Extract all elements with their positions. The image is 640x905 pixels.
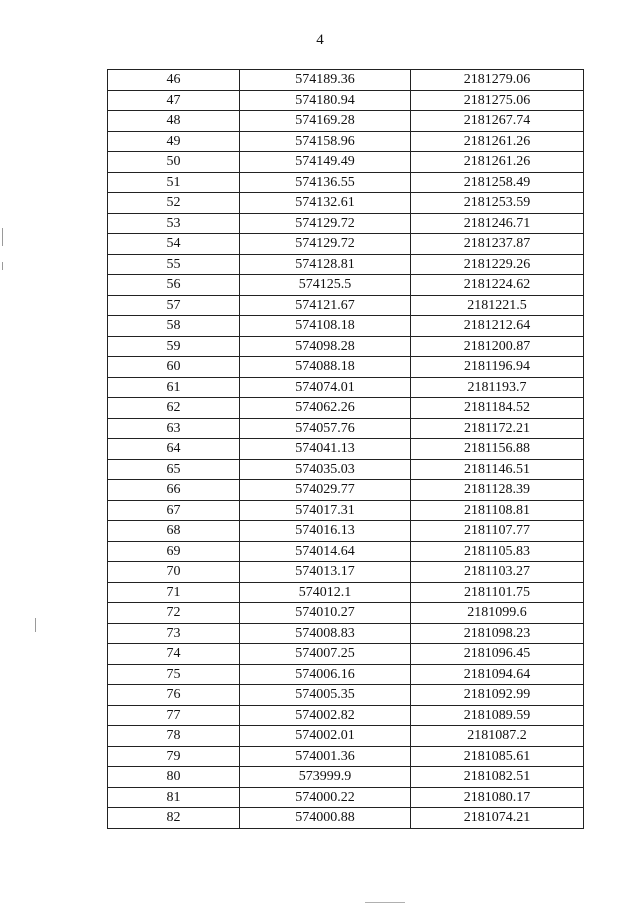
table-row — [108, 234, 584, 255]
x-coordinate-cell: 574002.01 — [240, 726, 411, 747]
y-coordinate-cell: 2181103.27 — [411, 562, 584, 583]
table-row — [108, 336, 584, 357]
y-coordinate-cell: 2181196.94 — [411, 357, 584, 378]
table-row — [108, 275, 584, 296]
point-number-cell: 69 — [108, 541, 240, 562]
table-row — [108, 439, 584, 460]
coordinates-table-body — [108, 70, 584, 829]
y-coordinate-cell: 2181082.51 — [411, 767, 584, 788]
table-row — [108, 193, 584, 214]
point-number-cell: 57 — [108, 295, 240, 316]
point-number-cell: 47 — [108, 90, 240, 111]
table-row — [108, 213, 584, 234]
table-row — [108, 357, 584, 378]
point-number-cell: 50 — [108, 152, 240, 173]
y-coordinate-cell: 2181237.87 — [411, 234, 584, 255]
table-row — [108, 295, 584, 316]
x-coordinate-cell: 574169.28 — [240, 111, 411, 132]
x-coordinate-cell: 574001.36 — [240, 746, 411, 767]
point-number-cell: 55 — [108, 254, 240, 275]
table-row — [108, 111, 584, 132]
point-number-cell: 78 — [108, 726, 240, 747]
y-coordinate-cell: 2181074.21 — [411, 808, 584, 829]
y-coordinate-cell: 2181279.06 — [411, 70, 584, 91]
x-coordinate-cell: 574005.35 — [240, 685, 411, 706]
y-coordinate-cell: 2181221.5 — [411, 295, 584, 316]
table-row — [108, 787, 584, 808]
y-coordinate-cell: 2181156.88 — [411, 439, 584, 460]
table-row — [108, 603, 584, 624]
x-coordinate-cell: 574074.01 — [240, 377, 411, 398]
table-row — [108, 480, 584, 501]
y-coordinate-cell: 2181089.59 — [411, 705, 584, 726]
y-coordinate-cell: 2181172.21 — [411, 418, 584, 439]
y-coordinate-cell: 2181096.45 — [411, 644, 584, 665]
y-coordinate-cell: 2181107.77 — [411, 521, 584, 542]
y-coordinate-cell: 2181098.23 — [411, 623, 584, 644]
table-row — [108, 254, 584, 275]
table-row — [108, 131, 584, 152]
x-coordinate-cell: 574008.83 — [240, 623, 411, 644]
scan-edge-mark — [2, 262, 3, 270]
point-number-cell: 59 — [108, 336, 240, 357]
table-row — [108, 172, 584, 193]
table-row — [108, 685, 584, 706]
point-number-cell: 71 — [108, 582, 240, 603]
x-coordinate-cell: 574158.96 — [240, 131, 411, 152]
y-coordinate-cell: 2181212.64 — [411, 316, 584, 337]
point-number-cell: 61 — [108, 377, 240, 398]
table-row — [108, 623, 584, 644]
point-number-cell: 53 — [108, 213, 240, 234]
x-coordinate-cell: 574129.72 — [240, 234, 411, 255]
page-number: 4 — [316, 32, 324, 48]
y-coordinate-cell: 2181258.49 — [411, 172, 584, 193]
scan-edge-mark — [2, 228, 3, 246]
point-number-cell: 76 — [108, 685, 240, 706]
table-row — [108, 521, 584, 542]
y-coordinate-cell: 2181261.26 — [411, 152, 584, 173]
point-number-cell: 73 — [108, 623, 240, 644]
point-number-cell: 77 — [108, 705, 240, 726]
y-coordinate-cell: 2181094.64 — [411, 664, 584, 685]
point-number-cell: 64 — [108, 439, 240, 460]
point-number-cell: 66 — [108, 480, 240, 501]
point-number-cell: 82 — [108, 808, 240, 829]
table-row — [108, 459, 584, 480]
table-row — [108, 316, 584, 337]
table-row — [108, 746, 584, 767]
table-row — [108, 562, 584, 583]
point-number-cell: 52 — [108, 193, 240, 214]
x-coordinate-cell: 574000.22 — [240, 787, 411, 808]
x-coordinate-cell: 574136.55 — [240, 172, 411, 193]
x-coordinate-cell: 574088.18 — [240, 357, 411, 378]
point-number-cell: 72 — [108, 603, 240, 624]
point-number-cell: 70 — [108, 562, 240, 583]
point-number-cell: 65 — [108, 459, 240, 480]
x-coordinate-cell: 574062.26 — [240, 398, 411, 419]
y-coordinate-cell: 2181128.39 — [411, 480, 584, 501]
y-coordinate-cell: 2181261.26 — [411, 131, 584, 152]
y-coordinate-cell: 2181105.83 — [411, 541, 584, 562]
x-coordinate-cell: 574017.31 — [240, 500, 411, 521]
x-coordinate-cell: 574029.77 — [240, 480, 411, 501]
x-coordinate-cell: 574125.5 — [240, 275, 411, 296]
point-number-cell: 51 — [108, 172, 240, 193]
table-row — [108, 726, 584, 747]
x-coordinate-cell: 574000.88 — [240, 808, 411, 829]
table-row — [108, 664, 584, 685]
point-number-cell: 62 — [108, 398, 240, 419]
x-coordinate-cell: 574007.25 — [240, 644, 411, 665]
y-coordinate-cell: 2181253.59 — [411, 193, 584, 214]
scan-bottom-mark — [365, 902, 405, 903]
x-coordinate-cell: 574035.03 — [240, 459, 411, 480]
scan-edge-mark — [35, 618, 36, 632]
x-coordinate-cell: 574108.18 — [240, 316, 411, 337]
point-number-cell: 54 — [108, 234, 240, 255]
point-number-cell: 80 — [108, 767, 240, 788]
point-number-cell: 81 — [108, 787, 240, 808]
x-coordinate-cell: 573999.9 — [240, 767, 411, 788]
table-row — [108, 418, 584, 439]
point-number-cell: 56 — [108, 275, 240, 296]
y-coordinate-cell: 2181224.62 — [411, 275, 584, 296]
y-coordinate-cell: 2181200.87 — [411, 336, 584, 357]
table-row — [108, 377, 584, 398]
y-coordinate-cell: 2181087.2 — [411, 726, 584, 747]
y-coordinate-cell: 2181193.7 — [411, 377, 584, 398]
y-coordinate-cell: 2181267.74 — [411, 111, 584, 132]
table-row — [108, 767, 584, 788]
x-coordinate-cell: 574128.81 — [240, 254, 411, 275]
table-row — [108, 398, 584, 419]
table-row — [108, 705, 584, 726]
y-coordinate-cell: 2181229.26 — [411, 254, 584, 275]
table-row — [108, 70, 584, 91]
x-coordinate-cell: 574013.17 — [240, 562, 411, 583]
point-number-cell: 46 — [108, 70, 240, 91]
y-coordinate-cell: 2181146.51 — [411, 459, 584, 480]
y-coordinate-cell: 2181085.61 — [411, 746, 584, 767]
table-row — [108, 90, 584, 111]
x-coordinate-cell: 574014.64 — [240, 541, 411, 562]
table-row — [108, 808, 584, 829]
point-number-cell: 68 — [108, 521, 240, 542]
x-coordinate-cell: 574180.94 — [240, 90, 411, 111]
y-coordinate-cell: 2181099.6 — [411, 603, 584, 624]
x-coordinate-cell: 574149.49 — [240, 152, 411, 173]
x-coordinate-cell: 574189.36 — [240, 70, 411, 91]
x-coordinate-cell: 574129.72 — [240, 213, 411, 234]
point-number-cell: 67 — [108, 500, 240, 521]
y-coordinate-cell: 2181275.06 — [411, 90, 584, 111]
x-coordinate-cell: 574006.16 — [240, 664, 411, 685]
y-coordinate-cell: 2181184.52 — [411, 398, 584, 419]
x-coordinate-cell: 574041.13 — [240, 439, 411, 460]
y-coordinate-cell: 2181108.81 — [411, 500, 584, 521]
x-coordinate-cell: 574121.67 — [240, 295, 411, 316]
x-coordinate-cell: 574132.61 — [240, 193, 411, 214]
coordinates-table — [107, 69, 584, 829]
point-number-cell: 63 — [108, 418, 240, 439]
point-number-cell: 74 — [108, 644, 240, 665]
table-row — [108, 541, 584, 562]
table-row — [108, 582, 584, 603]
point-number-cell: 58 — [108, 316, 240, 337]
y-coordinate-cell: 2181080.17 — [411, 787, 584, 808]
x-coordinate-cell: 574098.28 — [240, 336, 411, 357]
table-row — [108, 500, 584, 521]
x-coordinate-cell: 574057.76 — [240, 418, 411, 439]
y-coordinate-cell: 2181246.71 — [411, 213, 584, 234]
point-number-cell: 60 — [108, 357, 240, 378]
x-coordinate-cell: 574016.13 — [240, 521, 411, 542]
point-number-cell: 79 — [108, 746, 240, 767]
x-coordinate-cell: 574010.27 — [240, 603, 411, 624]
y-coordinate-cell: 2181101.75 — [411, 582, 584, 603]
x-coordinate-cell: 574002.82 — [240, 705, 411, 726]
point-number-cell: 49 — [108, 131, 240, 152]
y-coordinate-cell: 2181092.99 — [411, 685, 584, 706]
x-coordinate-cell: 574012.1 — [240, 582, 411, 603]
point-number-cell: 48 — [108, 111, 240, 132]
table-row — [108, 152, 584, 173]
point-number-cell: 75 — [108, 664, 240, 685]
table-row — [108, 644, 584, 665]
